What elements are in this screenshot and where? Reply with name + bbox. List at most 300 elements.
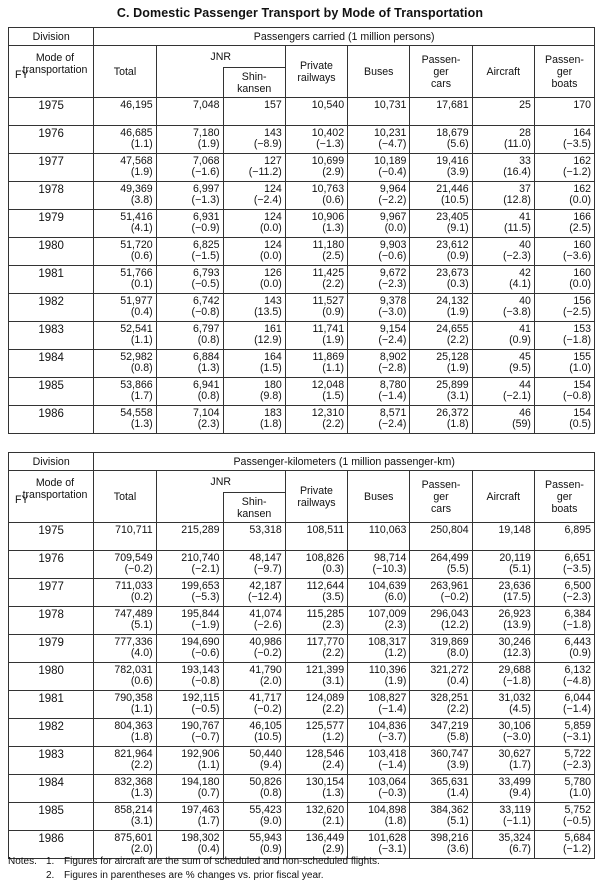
value: 23,673 (436, 267, 469, 279)
percent-change: (2.3) (197, 418, 220, 430)
table-row (9, 350, 595, 378)
percent-change: (5.1) (446, 815, 469, 827)
cell-shink (223, 719, 285, 747)
percent-change: (−0.4) (378, 166, 407, 178)
cell-aircraft (472, 322, 534, 350)
cell-aircraft (472, 126, 534, 154)
cell-aircraft (472, 238, 534, 266)
percent-change: (−1.4) (378, 759, 407, 771)
percent-change: (1.9) (197, 138, 220, 150)
cell-shink (223, 266, 285, 294)
percent-change: (2.2) (322, 647, 345, 659)
percent-change: (0.4) (130, 306, 153, 318)
value: 124 (264, 239, 282, 251)
value: 365,631 (430, 776, 469, 788)
percent-change: (0.9) (260, 843, 282, 855)
percent-change: (−2.4) (378, 334, 407, 346)
percent-change: (3.1) (322, 675, 345, 687)
value: 6,044 (564, 692, 591, 704)
cell-shink (223, 210, 285, 238)
cell-buses (348, 691, 410, 719)
percent-change: (2.3) (384, 619, 407, 631)
percent-change: (−2.1) (191, 563, 220, 575)
value: 160 (573, 239, 591, 251)
table-row (9, 775, 595, 803)
percent-change: (4.0) (130, 647, 153, 659)
percent-change: (1.2) (384, 647, 407, 659)
table-row (9, 210, 595, 238)
col-header-shinkansen: Shin- kansen (223, 68, 285, 98)
cell-private (285, 607, 347, 635)
note-text: Figures in parentheses are % changes vs. prior fiscal year. (64, 870, 324, 881)
value: 6,651 (564, 552, 591, 564)
percent-change: (4.1) (509, 278, 531, 290)
percent-change: (−2.6) (253, 619, 282, 631)
value: 777,336 (114, 636, 153, 648)
percent-change: (−1.8) (502, 675, 531, 687)
cell-aircraft (472, 551, 534, 579)
value: 250,804 (430, 524, 469, 536)
value: 117,770 (306, 636, 345, 648)
percent-change: (2.2) (322, 278, 345, 290)
percent-change: (9.5) (509, 362, 531, 374)
value: 210,740 (181, 552, 220, 564)
value: 51,977 (120, 295, 153, 307)
cell-shink (223, 350, 285, 378)
cell-cars (410, 182, 472, 210)
value: 10,699 (311, 155, 345, 167)
cell-jnr (156, 691, 223, 719)
percent-change: (1.8) (260, 418, 282, 430)
cell-jnr (156, 719, 223, 747)
cell-total (94, 635, 156, 663)
cell-cars (410, 831, 472, 859)
value: 709,549 (114, 552, 153, 564)
value: 29,688 (498, 664, 531, 676)
percent-change: (9.1) (446, 222, 469, 234)
percent-change: (17.5) (503, 591, 531, 603)
cell-buses (348, 210, 410, 238)
percent-change: (1.3) (322, 787, 345, 799)
cell-buses (348, 803, 410, 831)
percent-change: (0.8) (260, 787, 282, 799)
note-text: Figures for aircraft are the sum of scheduled and non-scheduled flights. (64, 856, 380, 867)
percent-change: (0.3) (446, 278, 469, 290)
percent-change: (13.5) (254, 306, 282, 318)
passenger-kilometers-table (8, 452, 595, 859)
percent-change: (1.8) (384, 815, 407, 827)
percent-change: (11.5) (504, 222, 531, 234)
percent-change: (−0.8) (191, 306, 220, 318)
cell-buses (348, 406, 410, 434)
value: 162 (573, 183, 591, 195)
mode-of-transportation-label: Mode of transportation (22, 477, 88, 501)
cell-private (285, 182, 347, 210)
value: 11,869 (312, 351, 345, 363)
column-header-row (9, 471, 595, 493)
cell-aircraft (472, 210, 534, 238)
cell-cars (410, 719, 472, 747)
percent-change: (1.0) (569, 362, 591, 374)
header-row (9, 28, 595, 46)
percent-change: (1.7) (197, 815, 220, 827)
value: 263,961 (430, 580, 469, 592)
table-row (9, 747, 595, 775)
percent-change: (1.0) (569, 787, 591, 799)
col-header-boats: Passen- ger boats (534, 46, 594, 98)
percent-change: (2.2) (446, 703, 469, 715)
cell-shink (223, 551, 285, 579)
percent-change: (−11.2) (248, 166, 282, 178)
value: 30,627 (498, 748, 531, 760)
percent-change: (3.1) (130, 815, 153, 827)
value: 8,780 (379, 379, 407, 391)
value: 9,378 (379, 295, 407, 307)
value: 124 (264, 211, 282, 223)
table-row (9, 126, 595, 154)
percent-change: (2.9) (322, 843, 345, 855)
value: 33,119 (499, 804, 531, 816)
cell-jnr (156, 98, 223, 126)
value: 6,742 (193, 295, 220, 307)
cell-cars (410, 635, 472, 663)
percent-change: (3.6) (446, 843, 469, 855)
value: 183 (264, 407, 282, 419)
col-header-shinkansen: Shin- kansen (223, 493, 285, 523)
notes-label: Notes. (8, 856, 37, 867)
cell-boats (534, 831, 594, 859)
percent-change: (1.3) (197, 362, 220, 374)
value: 50,826 (249, 776, 282, 788)
percent-change: (−0.5) (191, 703, 220, 715)
value: 194,690 (181, 636, 220, 648)
value: 136,449 (305, 832, 345, 844)
table-row (9, 579, 595, 607)
percent-change: (2.2) (322, 703, 345, 715)
value: 40 (519, 295, 531, 307)
value: 164 (573, 127, 591, 139)
value: 161 (264, 323, 282, 335)
cell-shink (223, 803, 285, 831)
table-row (9, 551, 595, 579)
cell-boats (534, 775, 594, 803)
cell-private (285, 350, 347, 378)
percent-change: (−0.8) (191, 675, 220, 687)
percent-change: (−3.5) (563, 563, 591, 575)
value: 9,672 (379, 267, 407, 279)
cell-jnr (156, 747, 223, 775)
value: 747,489 (114, 608, 153, 620)
value: 55,423 (249, 804, 282, 816)
percent-change: (0.6) (322, 194, 345, 206)
cell-shink (223, 635, 285, 663)
value: 26,923 (498, 608, 531, 620)
cell-private (285, 238, 347, 266)
percent-change: (2.4) (322, 759, 345, 771)
col-header-jnr: JNR (156, 471, 285, 493)
cell-private (285, 406, 347, 434)
percent-change: (−2.4) (253, 194, 282, 206)
value: 41,074 (249, 608, 282, 620)
cell-buses (348, 126, 410, 154)
cell-aircraft (472, 635, 534, 663)
note-number: 2. (46, 870, 55, 881)
cell-private (285, 551, 347, 579)
value: 296,043 (430, 608, 469, 620)
fy-cell: 1976 (9, 551, 94, 579)
cell-buses (348, 294, 410, 322)
percent-change: (−2.3) (563, 759, 591, 771)
value: 25 (519, 99, 531, 111)
cell-shink (223, 126, 285, 154)
cell-aircraft (472, 406, 534, 434)
cell-private (285, 663, 347, 691)
value: 6,895 (564, 524, 591, 536)
cell-total (94, 406, 156, 434)
col-header-cars: Passen- ger cars (410, 46, 472, 98)
value: 10,540 (311, 99, 345, 111)
value: 5,684 (564, 832, 591, 844)
percent-change: (−4.7) (378, 138, 407, 150)
percent-change: (5.8) (446, 731, 469, 743)
value: 790,358 (114, 692, 153, 704)
cell-jnr (156, 579, 223, 607)
cell-buses (348, 350, 410, 378)
value: 154 (573, 379, 591, 391)
value: 46,685 (120, 127, 153, 139)
value: 124 (264, 183, 282, 195)
cell-boats (534, 98, 594, 126)
value: 199,653 (181, 580, 220, 592)
cell-shink (223, 747, 285, 775)
cell-shink (223, 182, 285, 210)
value: 821,964 (114, 748, 153, 760)
value: 875,601 (114, 832, 153, 844)
cell-private (285, 210, 347, 238)
percent-change: (2.5) (322, 250, 345, 262)
cell-buses (348, 551, 410, 579)
value: 51,416 (120, 211, 153, 223)
value: 35,324 (498, 832, 531, 844)
cell-private (285, 691, 347, 719)
cell-cars (410, 322, 472, 350)
percent-change: (4.1) (130, 222, 153, 234)
percent-change: (1.9) (322, 334, 345, 346)
percent-change: (−1.8) (563, 619, 591, 631)
division-label: Division (9, 28, 94, 46)
value: 104,898 (368, 804, 407, 816)
percent-change: (1.1) (130, 138, 153, 150)
percent-change: (−3.0) (378, 306, 407, 318)
value: 108,317 (368, 636, 407, 648)
percent-change: (−1.5) (191, 250, 220, 262)
value: 157 (264, 99, 282, 111)
value: 51,720 (120, 239, 153, 251)
value: 193,143 (181, 664, 220, 676)
percent-change: (−1.9) (191, 619, 220, 631)
cell-aircraft (472, 523, 534, 551)
cell-private (285, 523, 347, 551)
value: 47,568 (120, 155, 153, 167)
percent-change: (2.0) (130, 843, 153, 855)
percent-change: (0.2) (130, 591, 153, 603)
value: 858,214 (114, 804, 153, 816)
value: 398,216 (430, 832, 469, 844)
cell-private (285, 154, 347, 182)
value: 12,048 (311, 379, 345, 391)
percent-change: (0.0) (260, 250, 282, 262)
value: 347,219 (430, 720, 469, 732)
cell-aircraft (472, 607, 534, 635)
cell-jnr (156, 406, 223, 434)
percent-change: (1.1) (130, 334, 153, 346)
value: 7,068 (193, 155, 220, 167)
value: 170 (573, 99, 591, 111)
value: 33,499 (498, 776, 531, 788)
value: 160 (573, 267, 591, 279)
percent-change: (−3.5) (563, 138, 591, 150)
cell-jnr (156, 607, 223, 635)
percent-change: (−3.0) (502, 731, 531, 743)
value: 6,797 (193, 323, 220, 335)
table-row (9, 663, 595, 691)
cell-cars (410, 579, 472, 607)
value: 46,195 (120, 99, 153, 111)
value: 24,655 (436, 323, 469, 335)
percent-change: (−10.3) (372, 563, 407, 575)
cell-total (94, 238, 156, 266)
value: 194,180 (181, 776, 220, 788)
value: 46,105 (249, 720, 282, 732)
cell-aircraft (472, 691, 534, 719)
value: 18,679 (436, 127, 469, 139)
col-header-aircraft: Aircraft (472, 46, 534, 98)
value: 321,272 (430, 664, 469, 676)
percent-change: (0.9) (322, 306, 345, 318)
percent-change: (12.3) (503, 647, 531, 659)
percent-change: (5.5) (446, 563, 469, 575)
percent-change: (−2.4) (378, 418, 407, 430)
percent-change: (−1.4) (563, 703, 591, 715)
cell-buses (348, 322, 410, 350)
value: 198,302 (181, 832, 220, 844)
percent-change: (−1.4) (378, 703, 407, 715)
value: 5,780 (564, 776, 591, 788)
cell-boats (534, 182, 594, 210)
value: 52,982 (120, 351, 153, 363)
mode-of-transportation-label: Mode of transportation (22, 52, 88, 76)
cell-shink (223, 579, 285, 607)
percent-change: (2.2) (130, 759, 153, 771)
fy-cell: 1978 (9, 607, 94, 635)
value: 98,714 (373, 552, 407, 564)
value: 10,906 (311, 211, 345, 223)
percent-change: (0.0) (569, 194, 591, 206)
cell-aircraft (472, 98, 534, 126)
measure-title: Passengers carried (1 million persons) (94, 28, 595, 46)
table-row (9, 154, 595, 182)
percent-change: (−1.2) (563, 843, 591, 855)
percent-change: (3.1) (446, 390, 469, 402)
cell-private (285, 378, 347, 406)
percent-change: (−1.1) (502, 815, 531, 827)
percent-change: (0.8) (130, 362, 153, 374)
cell-buses (348, 378, 410, 406)
value: 6,941 (193, 379, 220, 391)
value: 49,369 (120, 183, 153, 195)
value: 7,048 (193, 99, 220, 111)
value: 115,285 (306, 608, 345, 620)
value: 9,964 (379, 183, 407, 195)
value: 5,752 (564, 804, 591, 816)
fy-cell: 1982 (9, 719, 94, 747)
value: 23,636 (498, 580, 531, 592)
value: 45 (519, 351, 531, 363)
value: 11,180 (312, 239, 345, 251)
notes (8, 855, 380, 883)
cell-shink (223, 607, 285, 635)
cell-jnr (156, 182, 223, 210)
cell-cars (410, 803, 472, 831)
measure-title: Passenger-kilometers (1 million passenger-km) (94, 453, 595, 471)
value: 164 (264, 351, 282, 363)
value: 11,425 (312, 267, 345, 279)
percent-change: (−0.2) (440, 591, 469, 603)
cell-boats (534, 719, 594, 747)
cell-cars (410, 523, 472, 551)
fy-cell: 1983 (9, 322, 94, 350)
value: 19,416 (436, 155, 469, 167)
value: 50,440 (249, 748, 282, 760)
value: 12,310 (311, 407, 345, 419)
value: 108,827 (368, 692, 407, 704)
percent-change: (1.1) (322, 362, 345, 374)
cell-aircraft (472, 747, 534, 775)
value: 7,104 (193, 407, 220, 419)
value: 384,362 (430, 804, 469, 816)
cell-boats (534, 691, 594, 719)
percent-change: (12.2) (440, 619, 469, 631)
percent-change: (−0.5) (563, 815, 591, 827)
percent-change: (4.5) (509, 703, 531, 715)
cell-cars (410, 294, 472, 322)
cell-boats (534, 747, 594, 775)
percent-change: (0.7) (197, 787, 220, 799)
percent-change: (−2.3) (502, 250, 531, 262)
cell-total (94, 126, 156, 154)
value: 180 (264, 379, 282, 391)
percent-change: (5.6) (446, 138, 469, 150)
percent-change: (1.8) (130, 731, 153, 743)
cell-boats (534, 803, 594, 831)
percent-change: (−1.4) (378, 390, 407, 402)
cell-cars (410, 238, 472, 266)
percent-change: (12.8) (503, 194, 531, 206)
cell-shink (223, 663, 285, 691)
percent-change: (9.0) (260, 815, 282, 827)
percent-change: (−1.3) (191, 194, 220, 206)
cell-total (94, 350, 156, 378)
value: 112,644 (306, 580, 345, 592)
cell-jnr (156, 378, 223, 406)
cell-boats (534, 378, 594, 406)
cell-aircraft (472, 579, 534, 607)
value: 143 (264, 295, 282, 307)
cell-cars (410, 350, 472, 378)
percent-change: (11.0) (504, 138, 531, 150)
cell-buses (348, 719, 410, 747)
cell-buses (348, 747, 410, 775)
